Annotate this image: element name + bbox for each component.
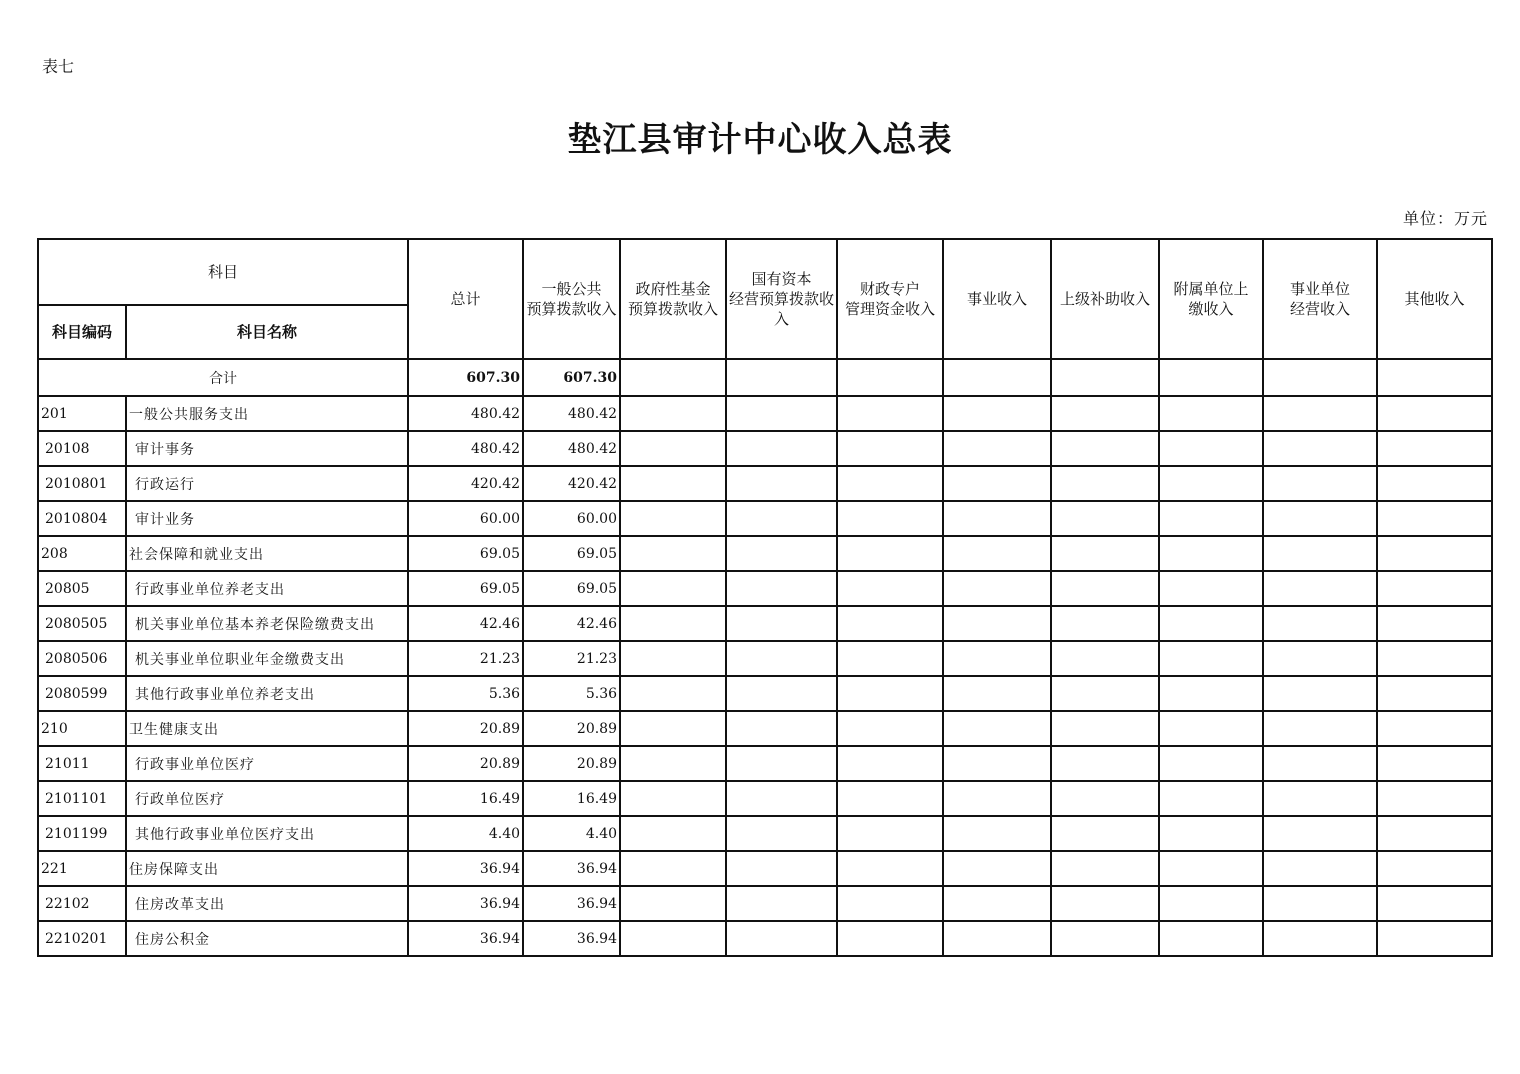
empty-cell <box>1377 851 1492 886</box>
subject-code-cell: 210 <box>38 711 126 746</box>
empty-cell <box>726 781 837 816</box>
general-budget-cell: 4.40 <box>523 816 620 851</box>
total-cell: 36.94 <box>408 921 523 956</box>
general-budget-cell: 21.23 <box>523 641 620 676</box>
table-label: 表七 <box>42 57 75 76</box>
empty-cell <box>1051 536 1159 571</box>
empty-cell <box>1263 711 1377 746</box>
table-row <box>38 571 1492 606</box>
empty-cell <box>1159 536 1263 571</box>
empty-cell <box>943 921 1051 956</box>
subject-code-cell: 21011 <box>38 746 126 781</box>
subject-code-cell: 208 <box>38 536 126 571</box>
table-row <box>38 641 1492 676</box>
empty-cell <box>943 641 1051 676</box>
empty-cell <box>726 396 837 431</box>
empty-cell <box>1051 466 1159 501</box>
empty-cell <box>1263 886 1377 921</box>
subject-name-cell: 机关事业单位职业年金缴费支出 <box>126 641 408 676</box>
header-col-state-capital: 国有资本 经营预算拨款收入 <box>726 239 837 359</box>
table-row <box>38 501 1492 536</box>
empty-cell <box>620 571 726 606</box>
empty-cell <box>1159 676 1263 711</box>
table-row <box>38 851 1492 886</box>
empty-cell <box>1051 359 1159 396</box>
empty-cell <box>837 641 943 676</box>
table-row <box>38 676 1492 711</box>
empty-cell <box>1263 396 1377 431</box>
subject-name-cell: 审计业务 <box>126 501 408 536</box>
empty-cell <box>1377 711 1492 746</box>
general-budget-cell: 20.89 <box>523 746 620 781</box>
total-cell: 21.23 <box>408 641 523 676</box>
empty-cell <box>1377 396 1492 431</box>
header-subject: 科目 <box>38 239 408 305</box>
empty-cell <box>620 711 726 746</box>
header-col-general-budget: 一般公共 预算拨款收入 <box>523 239 620 359</box>
subject-name-cell: 住房改革支出 <box>126 886 408 921</box>
empty-cell <box>726 606 837 641</box>
empty-cell <box>1051 781 1159 816</box>
empty-cell <box>1159 711 1263 746</box>
empty-cell <box>620 466 726 501</box>
total-row <box>38 359 1492 396</box>
total-cell: 42.46 <box>408 606 523 641</box>
empty-cell <box>943 606 1051 641</box>
empty-cell <box>620 851 726 886</box>
empty-cell <box>1377 501 1492 536</box>
empty-cell <box>726 676 837 711</box>
empty-cell <box>620 746 726 781</box>
empty-cell <box>1051 816 1159 851</box>
total-cell: 16.49 <box>408 781 523 816</box>
empty-cell <box>1051 851 1159 886</box>
subject-code-cell: 201 <box>38 396 126 431</box>
empty-cell <box>726 431 837 466</box>
total-cell: 20.89 <box>408 746 523 781</box>
empty-cell <box>1377 571 1492 606</box>
empty-cell <box>1159 851 1263 886</box>
general-budget-cell: 16.49 <box>523 781 620 816</box>
empty-cell <box>943 571 1051 606</box>
empty-cell <box>943 676 1051 711</box>
empty-cell <box>1159 746 1263 781</box>
header-subject-name: 科目名称 <box>126 305 408 359</box>
empty-cell <box>1051 431 1159 466</box>
empty-cell <box>1263 851 1377 886</box>
table-row <box>38 746 1492 781</box>
table-row <box>38 816 1492 851</box>
total-cell: 69.05 <box>408 571 523 606</box>
empty-cell <box>837 396 943 431</box>
empty-cell <box>1159 501 1263 536</box>
empty-cell <box>1263 606 1377 641</box>
empty-cell <box>620 781 726 816</box>
empty-cell <box>620 921 726 956</box>
table-row <box>38 886 1492 921</box>
empty-cell <box>620 396 726 431</box>
subject-code-cell: 221 <box>38 851 126 886</box>
empty-cell <box>1377 466 1492 501</box>
empty-cell <box>1263 641 1377 676</box>
total-cell: 60.00 <box>408 501 523 536</box>
empty-cell <box>726 571 837 606</box>
empty-cell <box>837 781 943 816</box>
total-sum: 607.30 <box>408 359 523 396</box>
empty-cell <box>1159 816 1263 851</box>
empty-cell <box>1263 676 1377 711</box>
empty-cell <box>620 641 726 676</box>
empty-cell <box>943 886 1051 921</box>
empty-cell <box>726 501 837 536</box>
empty-cell <box>620 676 726 711</box>
empty-cell <box>726 536 837 571</box>
total-cell: 4.40 <box>408 816 523 851</box>
general-budget-cell: 480.42 <box>523 396 620 431</box>
subject-code-cell: 2101199 <box>38 816 126 851</box>
general-budget-cell: 480.42 <box>523 431 620 466</box>
empty-cell <box>1159 431 1263 466</box>
empty-cell <box>620 816 726 851</box>
empty-cell <box>1263 359 1377 396</box>
empty-cell <box>1159 606 1263 641</box>
empty-cell <box>726 359 837 396</box>
empty-cell <box>1051 886 1159 921</box>
empty-cell <box>1263 431 1377 466</box>
table-row <box>38 606 1492 641</box>
header-col-total: 总计 <box>408 239 523 359</box>
empty-cell <box>1159 359 1263 396</box>
empty-cell <box>1377 431 1492 466</box>
empty-cell <box>837 359 943 396</box>
empty-cell <box>1377 606 1492 641</box>
empty-cell <box>1263 746 1377 781</box>
empty-cell <box>726 711 837 746</box>
empty-cell <box>837 746 943 781</box>
subject-code-cell: 2210201 <box>38 921 126 956</box>
general-budget-cell: 36.94 <box>523 886 620 921</box>
empty-cell <box>837 676 943 711</box>
total-general-budget: 607.30 <box>523 359 620 396</box>
total-cell: 20.89 <box>408 711 523 746</box>
empty-cell <box>943 466 1051 501</box>
general-budget-cell: 69.05 <box>523 536 620 571</box>
income-summary-table <box>37 238 1493 957</box>
subject-code-cell: 2080599 <box>38 676 126 711</box>
empty-cell <box>837 606 943 641</box>
header-col-affiliated-remit: 附属单位上 缴收入 <box>1159 239 1263 359</box>
general-budget-cell: 60.00 <box>523 501 620 536</box>
total-cell: 480.42 <box>408 431 523 466</box>
empty-cell <box>620 536 726 571</box>
empty-cell <box>1159 466 1263 501</box>
subject-name-cell: 一般公共服务支出 <box>126 396 408 431</box>
empty-cell <box>943 816 1051 851</box>
subject-name-cell: 行政单位医疗 <box>126 781 408 816</box>
empty-cell <box>726 816 837 851</box>
empty-cell <box>1377 921 1492 956</box>
subject-code-cell: 2080505 <box>38 606 126 641</box>
general-budget-cell: 420.42 <box>523 466 620 501</box>
subject-code-cell: 2010801 <box>38 466 126 501</box>
empty-cell <box>1377 536 1492 571</box>
subject-code-cell: 22102 <box>38 886 126 921</box>
header-col-other-income: 其他收入 <box>1377 239 1492 359</box>
empty-cell <box>1263 816 1377 851</box>
empty-cell <box>943 431 1051 466</box>
total-cell: 420.42 <box>408 466 523 501</box>
header-subject-code: 科目编码 <box>38 305 126 359</box>
empty-cell <box>726 921 837 956</box>
general-budget-cell: 36.94 <box>523 921 620 956</box>
empty-cell <box>1263 501 1377 536</box>
empty-cell <box>837 501 943 536</box>
header-col-operating-income: 事业单位 经营收入 <box>1263 239 1377 359</box>
subject-name-cell: 其他行政事业单位医疗支出 <box>126 816 408 851</box>
table-row <box>38 536 1492 571</box>
empty-cell <box>837 711 943 746</box>
empty-cell <box>943 396 1051 431</box>
page-title: 垫江县审计中心收入总表 <box>567 120 953 160</box>
empty-cell <box>943 711 1051 746</box>
empty-cell <box>837 431 943 466</box>
empty-cell <box>837 851 943 886</box>
total-label: 合计 <box>38 359 408 396</box>
subject-code-cell: 20108 <box>38 431 126 466</box>
subject-name-cell: 行政运行 <box>126 466 408 501</box>
empty-cell <box>1159 571 1263 606</box>
empty-cell <box>837 466 943 501</box>
header-row <box>38 239 1492 305</box>
empty-cell <box>837 886 943 921</box>
empty-cell <box>726 746 837 781</box>
empty-cell <box>837 816 943 851</box>
empty-cell <box>1051 606 1159 641</box>
general-budget-cell: 20.89 <box>523 711 620 746</box>
empty-cell <box>1159 921 1263 956</box>
empty-cell <box>1377 781 1492 816</box>
empty-cell <box>943 746 1051 781</box>
general-budget-cell: 5.36 <box>523 676 620 711</box>
empty-cell <box>1377 886 1492 921</box>
empty-cell <box>1263 781 1377 816</box>
general-budget-cell: 36.94 <box>523 851 620 886</box>
subject-name-cell: 卫生健康支出 <box>126 711 408 746</box>
header-col-gov-fund: 政府性基金 预算拨款收入 <box>620 239 726 359</box>
empty-cell <box>1159 641 1263 676</box>
empty-cell <box>837 536 943 571</box>
subject-name-cell: 行政事业单位养老支出 <box>126 571 408 606</box>
header-col-business-income: 事业收入 <box>943 239 1051 359</box>
empty-cell <box>1263 921 1377 956</box>
empty-cell <box>943 851 1051 886</box>
table-row <box>38 431 1492 466</box>
subject-code-cell: 2101101 <box>38 781 126 816</box>
subject-code-cell: 2010804 <box>38 501 126 536</box>
empty-cell <box>726 886 837 921</box>
empty-cell <box>1263 571 1377 606</box>
table-row <box>38 711 1492 746</box>
subject-name-cell: 行政事业单位医疗 <box>126 746 408 781</box>
total-cell: 69.05 <box>408 536 523 571</box>
general-budget-cell: 42.46 <box>523 606 620 641</box>
empty-cell <box>837 921 943 956</box>
subject-name-cell: 审计事务 <box>126 431 408 466</box>
subject-code-cell: 2080506 <box>38 641 126 676</box>
header-col-superior-subsidy: 上级补助收入 <box>1051 239 1159 359</box>
empty-cell <box>943 536 1051 571</box>
empty-cell <box>837 571 943 606</box>
empty-cell <box>943 501 1051 536</box>
total-cell: 480.42 <box>408 396 523 431</box>
empty-cell <box>620 501 726 536</box>
table-row <box>38 921 1492 956</box>
empty-cell <box>726 466 837 501</box>
empty-cell <box>1377 359 1492 396</box>
empty-cell <box>1377 641 1492 676</box>
total-cell: 36.94 <box>408 886 523 921</box>
empty-cell <box>1051 571 1159 606</box>
empty-cell <box>1159 396 1263 431</box>
empty-cell <box>726 851 837 886</box>
empty-cell <box>1051 921 1159 956</box>
empty-cell <box>1159 886 1263 921</box>
general-budget-cell: 69.05 <box>523 571 620 606</box>
empty-cell <box>1051 396 1159 431</box>
empty-cell <box>1051 641 1159 676</box>
header-col-special-account: 财政专户 管理资金收入 <box>837 239 943 359</box>
subject-code-cell: 20805 <box>38 571 126 606</box>
empty-cell <box>1051 501 1159 536</box>
unit-label: 单位：万元 <box>1402 209 1488 228</box>
table-row <box>38 781 1492 816</box>
empty-cell <box>1051 711 1159 746</box>
empty-cell <box>620 606 726 641</box>
table-row <box>38 396 1492 431</box>
empty-cell <box>1377 676 1492 711</box>
subject-name-cell: 住房保障支出 <box>126 851 408 886</box>
subject-name-cell: 住房公积金 <box>126 921 408 956</box>
empty-cell <box>620 359 726 396</box>
empty-cell <box>1051 746 1159 781</box>
empty-cell <box>1159 781 1263 816</box>
total-cell: 5.36 <box>408 676 523 711</box>
total-cell: 36.94 <box>408 851 523 886</box>
subject-name-cell: 机关事业单位基本养老保险缴费支出 <box>126 606 408 641</box>
empty-cell <box>620 886 726 921</box>
subject-name-cell: 其他行政事业单位养老支出 <box>126 676 408 711</box>
empty-cell <box>1377 746 1492 781</box>
empty-cell <box>1051 676 1159 711</box>
empty-cell <box>726 641 837 676</box>
table-row <box>38 466 1492 501</box>
empty-cell <box>1377 816 1492 851</box>
subject-name-cell: 社会保障和就业支出 <box>126 536 408 571</box>
empty-cell <box>620 431 726 466</box>
empty-cell <box>1263 536 1377 571</box>
empty-cell <box>1263 466 1377 501</box>
empty-cell <box>943 781 1051 816</box>
empty-cell <box>943 359 1051 396</box>
